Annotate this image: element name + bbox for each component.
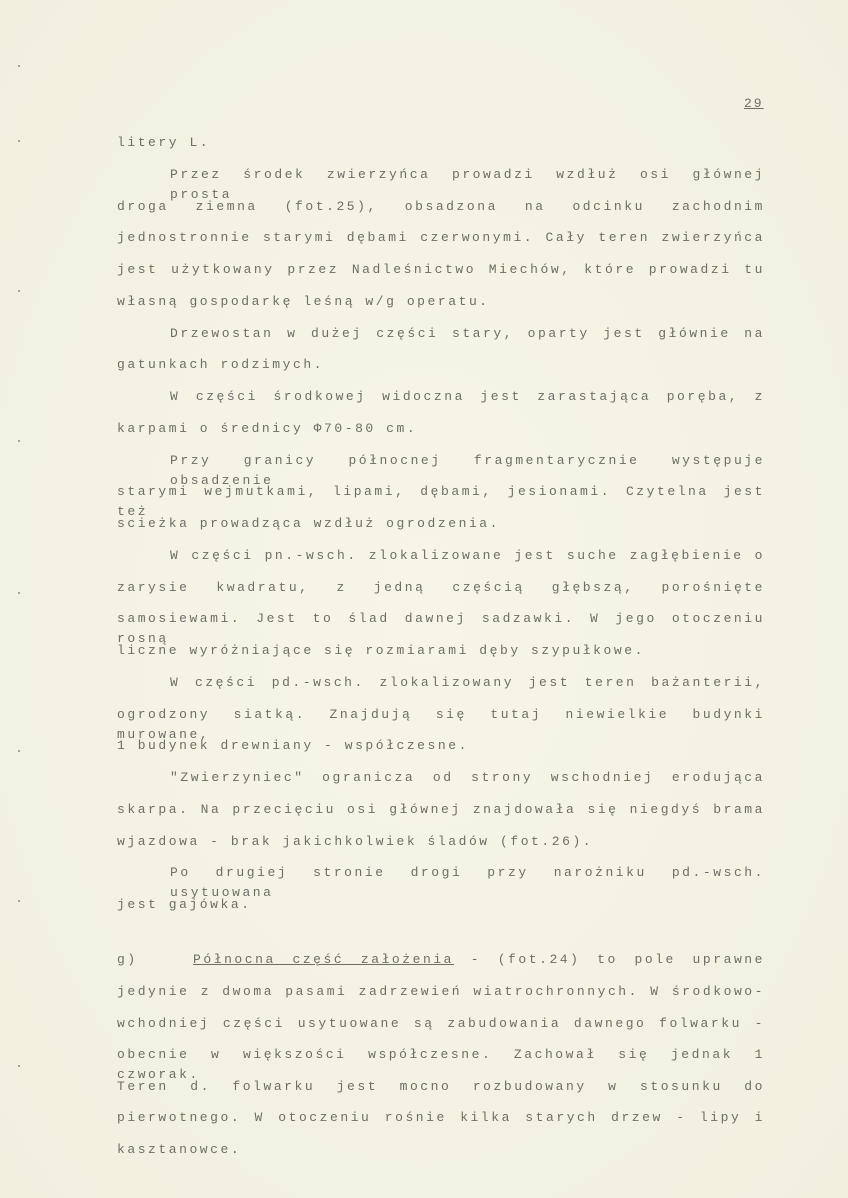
text-line: Teren d. folwarku jest mocno rozbudowany w stosunku do xyxy=(117,1078,765,1094)
text-line: jest gajówka. xyxy=(117,897,252,912)
text-line: jedynie z dwoma pasami zadrzewień wiatrochronnych. W środkowo- xyxy=(117,984,765,999)
scan-speck xyxy=(18,1065,20,1067)
text-line: jednostronnie starymi dębami czerwonymi. Cały teren zwierzyńca xyxy=(117,230,765,246)
text-line: W części środkowej widoczna jest zarastająca poręba, z xyxy=(170,389,765,404)
text-line: Po drugiej stronie drogi przy narożniku pd.-wsch. usytuowana xyxy=(170,865,765,901)
text-line: starymi wejmutkami, lipami, dębami, jesionami. Czytelna jest też xyxy=(117,484,765,520)
text-line: scieżka prowadząca wzdłuż ogrodzenia. xyxy=(117,516,500,531)
text-line: własną gospodarkę leśną w/g operatu. xyxy=(117,293,490,309)
text-line: W części pn.-wsch. zlokalizowane jest suche zagłębienie o xyxy=(170,547,765,563)
section-marker: g) xyxy=(117,952,138,967)
text-line: gatunkach rodzimych. xyxy=(117,357,325,373)
text-line: kasztanowce. xyxy=(117,1142,242,1157)
scan-speck xyxy=(18,750,20,752)
text-line: "Zwierzyniec" ogranicza od strony wschodniej erodująca xyxy=(170,770,765,785)
section-heading-rest: - (fot.24) to pole uprawne xyxy=(470,952,766,967)
scan-speck xyxy=(18,290,20,292)
text-line: pierwotnego. W otoczeniu rośnie kilka starych drzew - lipy i xyxy=(117,1110,765,1126)
scan-speck xyxy=(18,140,20,142)
text-line: droga ziemna (fot.25), obsadzona na odcinku zachodnim xyxy=(117,198,765,214)
text-line: W części pd.-wsch. zlokalizowany jest teren bażanterii, xyxy=(170,674,765,690)
text-line: litery L. xyxy=(117,135,211,150)
text-line: Przez środek zwierzyńca prowadzi wzdłuż osi głównej prosta xyxy=(170,166,765,202)
text-line: wjazdowa - brak jakichkolwiek śladów (fot.26). xyxy=(117,833,594,849)
text-line: karpami o średnicy Φ70-80 cm. xyxy=(117,420,418,436)
text-line: wchodniej części usytuowane są zabudowania dawnego folwarku - xyxy=(117,1015,765,1031)
text-line: liczne wyróżniające się rozmiarami dęby szypułkowe. xyxy=(117,643,645,658)
text-line: 1 budynek drewniany - współczesne. xyxy=(117,738,469,754)
page-number: 29 xyxy=(744,96,764,111)
text-line: Przy granicy północnej fragmentarycznie występuje obsadzenie xyxy=(170,452,765,488)
scan-speck xyxy=(18,65,20,67)
text-line: Drzewostan w dużej części stary, oparty jest głównie na xyxy=(170,325,765,341)
text-line: zarysie kwadratu, z jedną częścią głębszą, porośnięte xyxy=(117,579,765,595)
text-line: skarpa. Na przecięciu osi głównej znajdowała się niegdyś brama xyxy=(117,801,765,817)
text-line: jest użytkowany przez Nadleśnictwo Miechów, które prowadzi tu xyxy=(117,262,765,277)
section-g-heading-line xyxy=(117,950,765,970)
scan-speck xyxy=(18,592,20,594)
scan-speck xyxy=(18,900,20,902)
text-line: samosiewami. Jest to ślad dawnej sadzawki. W jego otoczeniu rosną xyxy=(117,611,765,647)
text-line: obecnie w większości współczesne. Zachował się jednak 1 czworak. xyxy=(117,1047,765,1083)
text-line: ogrodzony siatką. Znajdują się tutaj niewielkie budynki murowane, xyxy=(117,706,765,742)
scan-speck xyxy=(18,440,20,442)
section-heading: Północna część założenia xyxy=(193,952,455,967)
